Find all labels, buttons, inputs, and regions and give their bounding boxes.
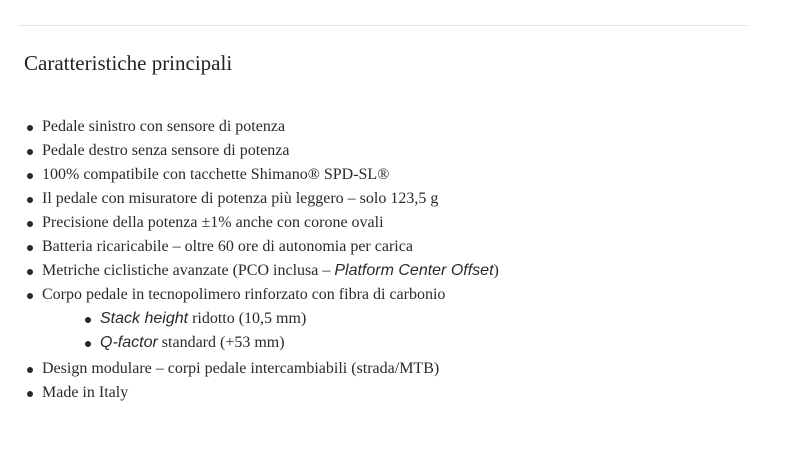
- emphasis-text: Q-factor: [100, 334, 158, 351]
- bullet-icon: [27, 367, 33, 373]
- list-item: Pedale sinistro con sensore di potenza: [24, 115, 499, 139]
- section-title: Caratteristiche principali: [24, 51, 233, 75]
- bullet-icon: [27, 197, 33, 203]
- emphasis-text: Platform Center Offset: [334, 262, 494, 279]
- bullet-icon: [27, 293, 33, 299]
- list-item: Made in Italy: [24, 381, 499, 405]
- emphasis-text: Stack height: [100, 310, 189, 327]
- bullet-icon: [85, 317, 91, 323]
- list-item: Pedale destro senza sensore di potenza: [24, 139, 499, 163]
- sub-features-list: [42, 307, 499, 357]
- list-item: Batteria ricaricabile – oltre 60 ore di autonomia per carica: [24, 235, 499, 259]
- bullet-icon: [27, 125, 33, 131]
- sub-list-item: Q-factor standard (+53 mm): [82, 331, 499, 355]
- list-item: Design modulare – corpi pedale intercambiabili (strada/MTB): [24, 357, 499, 381]
- bullet-icon: [27, 173, 33, 179]
- features-list: [24, 115, 499, 405]
- list-item: Corpo pedale in tecnopolimero rinforzato con fibra di carbonio Stack height ridotto (10,5 mm) Q-factor standard (+53 mm): [24, 283, 499, 357]
- bullet-icon: [27, 245, 33, 251]
- top-divider: [18, 25, 748, 26]
- list-item: Precisione della potenza ±1% anche con corone ovali: [24, 211, 499, 235]
- list-item: Metriche ciclistiche avanzate (PCO inclusa – Platform Center Offset): [24, 259, 499, 283]
- sub-list-item: Stack height ridotto (10,5 mm): [82, 307, 499, 331]
- bullet-icon: [27, 269, 33, 275]
- bullet-icon: [85, 341, 91, 347]
- bullet-icon: [27, 391, 33, 397]
- list-item: Il pedale con misuratore di potenza più leggero – solo 123,5 g: [24, 187, 499, 211]
- list-item: 100% compatibile con tacchette Shimano® SPD-SL®: [24, 163, 499, 187]
- bullet-icon: [27, 221, 33, 227]
- bullet-icon: [27, 149, 33, 155]
